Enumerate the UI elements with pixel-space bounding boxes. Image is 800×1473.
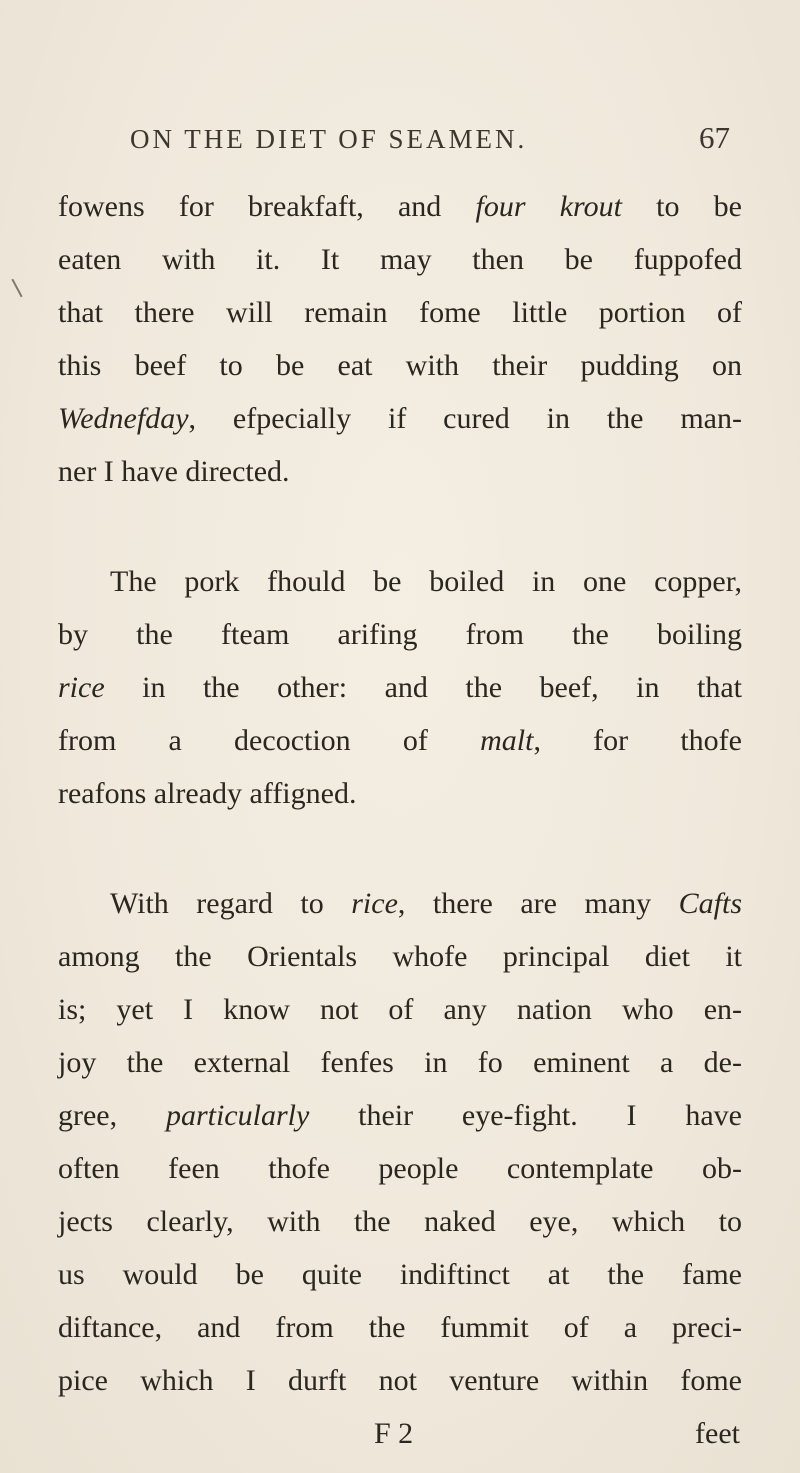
text-line: jects clearly, with the naked eye, which to bbox=[58, 1205, 742, 1238]
text-line: diftance, and from the fummit of a preci- bbox=[58, 1311, 742, 1344]
text-line: Wednefday, efpecially if cured in the man- bbox=[58, 402, 742, 435]
text-line: that there will remain fome little portion of bbox=[58, 296, 742, 329]
text-line: this beef to be eat with their pudding on bbox=[58, 349, 742, 382]
gutter-mark bbox=[11, 279, 22, 298]
text-line: reafons already affigned. bbox=[58, 777, 357, 810]
catchword: feet bbox=[695, 1417, 740, 1450]
text-line: among the Orientals whofe principal diet it bbox=[58, 940, 742, 973]
page-header bbox=[130, 120, 730, 172]
text-line: from a decoction of malt, for thofe bbox=[58, 724, 742, 757]
text-line: fowens for breakfaft, and four krout to be bbox=[58, 190, 742, 223]
text-line: eaten with it. It may then be fuppofed bbox=[58, 243, 742, 276]
paragraph-gap bbox=[58, 820, 742, 877]
text-line: us would be quite indiftinct at the fame bbox=[58, 1258, 742, 1291]
text-line: by the fteam arifing from the boiling bbox=[58, 618, 742, 651]
text-line: often feen thofe people contemplate ob- bbox=[58, 1152, 742, 1185]
text-line: pice which I durft not venture within fome bbox=[58, 1364, 742, 1397]
running-head: ON THE DIET OF SEAMEN. bbox=[130, 124, 528, 154]
paragraph-gap bbox=[58, 498, 742, 555]
page-number: 67 bbox=[699, 120, 730, 155]
text-line: rice in the other: and the beef, in that bbox=[58, 671, 742, 704]
signature-mark: F 2 bbox=[374, 1417, 414, 1450]
text-line: The pork fhould be boiled in one copper, bbox=[110, 565, 742, 598]
text-line: joy the external fenfes in fo eminent a de- bbox=[58, 1046, 742, 1079]
text-line: gree, particularly their eye-fight. I have bbox=[58, 1099, 742, 1132]
page-footer bbox=[58, 1407, 742, 1460]
body-text bbox=[58, 180, 742, 1460]
text-line: ner I have directed. bbox=[58, 455, 290, 488]
text-line: With regard to rice, there are many Cafts bbox=[110, 887, 742, 920]
text-line: is; yet I know not of any nation who en- bbox=[58, 993, 742, 1026]
